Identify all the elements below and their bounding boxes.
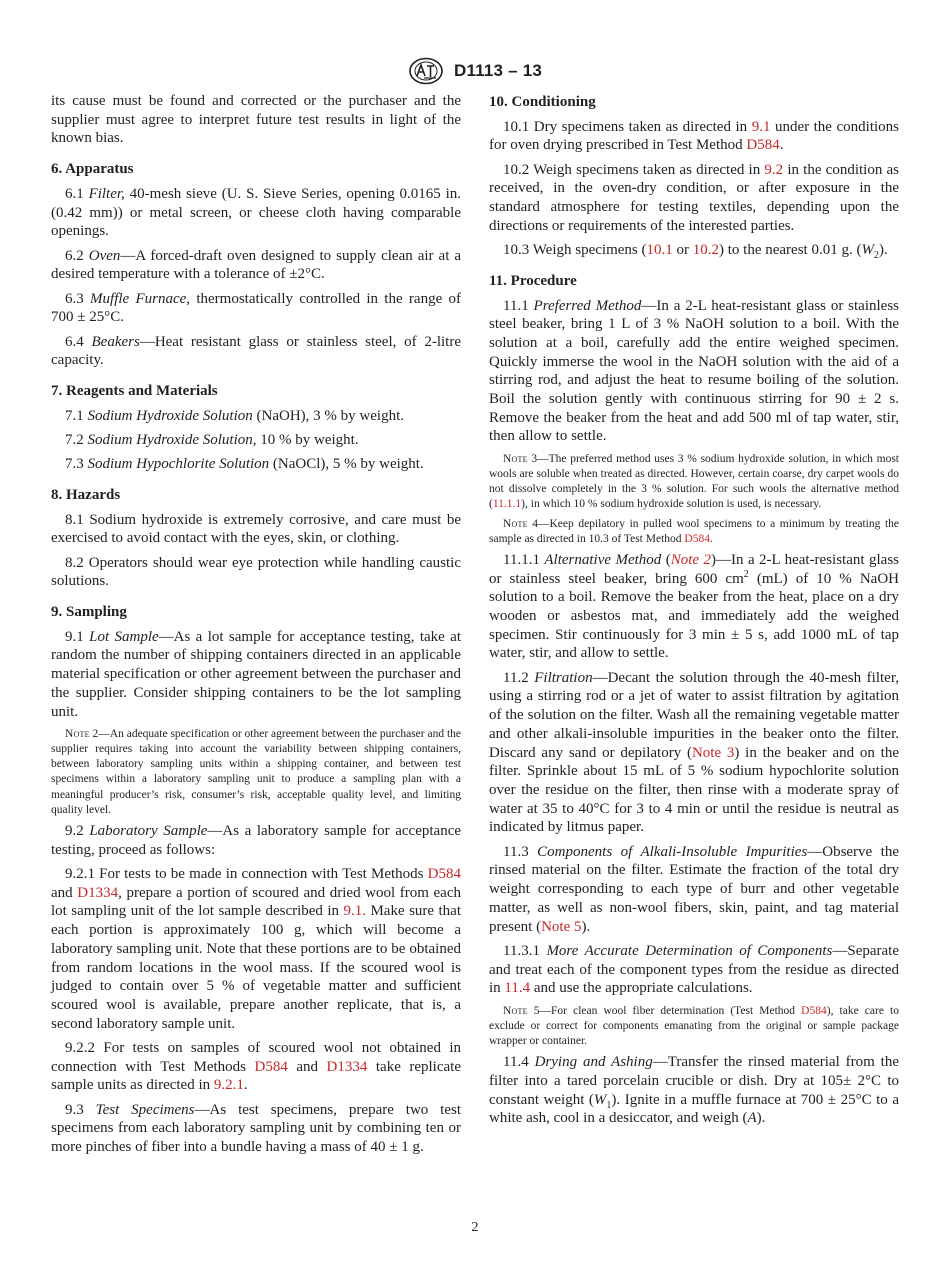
para-9-1: 9.1 Lot Sample—As a lot sample for acceptance testing, take at random the number of shipping containers directed in an applicable material specification or other agreement between the purchaser and the supplier. Consider shipping containers to be the lot sampling unit. (51, 628, 462, 720)
link-9-1[interactable]: 9.1. (343, 903, 367, 920)
right-column (489, 92, 899, 1134)
section-8-heading: 8. Hazards (51, 486, 121, 503)
link-10-1[interactable]: 10.1 (646, 242, 673, 259)
document-designation: D1113 – 13 (453, 61, 543, 80)
para-9-2: 9.2 Laboratory Sample—As a laboratory sample for acceptance testing, proceed as follows: (51, 823, 462, 858)
link-11-4[interactable]: 11.4 (504, 980, 531, 997)
para-10-2: 10.2 Weigh specimens taken as directed in 9.2 in the condition as received, in the oven-dry condition, or after exposure in the standard atmosphere for testing textiles, depending upon the directions or requirements of the interested parties. (489, 161, 899, 234)
page-header (0, 57, 950, 85)
para-11-1-1: 11.1.1 Alternative Method (Note 2)—In a 2-L heat-resistant glass or stainless steel beaker, bring 600 $cm^2$ (mL) of 10 % NaOH solution to a boil. Remove the beaker from the heat, place on a dry wooden or asbestos mat, and immediately add the weighed specimen. Stir continuously for 3 min ± 5 s, add 1000 mL of tap water, stir, and allow to settle. (489, 551, 900, 662)
para-6-3: 6.3 Muffle Furnace, thermostatically controlled in the range of 700 ± 25°C. (51, 290, 462, 326)
link-d1334[interactable]: D1334 (77, 884, 119, 901)
section-6-heading: 6. Apparatus (51, 161, 134, 178)
link-9-2[interactable]: 9.2 (764, 161, 784, 178)
link-d584[interactable]: D584 (684, 532, 710, 545)
note-5: Note 5—For clean wool fiber determination (Test Method D584), take care to exclude or correct for components emanating from the original or sample package wrapper or container. (489, 1004, 899, 1047)
para-9-3: 9.3 Test Specimens—As test specimens, prepare two test specimens from each laboratory sampling unit by combining ten or more pinches of fiber into a bundle having a mass of 40 ± 1 g. (51, 1101, 462, 1156)
link-d584[interactable]: D584 (427, 866, 461, 883)
paragraph-continued: its cause must be found and corrected or the purchaser and the supplier must agree to interpret future test results in light of the known bias. (51, 93, 461, 147)
para-10-3: 10.3 Weigh specimens (10.1 or 10.2) to the nearest 0.01 g. $(W_2)$. (503, 242, 888, 262)
left-column (51, 92, 461, 1162)
para-7-2: 7.2 Sodium Hydroxide Solution, 10 % by weight. (65, 431, 359, 448)
para-7-3: 7.3 Sodium Hypochlorite Solution (NaOCl), 5 % by weight. (65, 456, 424, 473)
para-11-3: 11.3 Components of Alkali-Insoluble Impurities—Observe the rinsed material on the filter. Estimate the fraction of the total dry weight corresponding to each type of burr and other vegetable matter, as well as non-wool fibers, skin, paint, and tag material present (Note 5). (489, 843, 899, 935)
para-9-2-1: 9.2.1 For tests to be made in connection with Test Methods D584 and D1334, prepare a portion of scoured and dried wool from each lot sampling unit of the lot sample described in 9.1. Make sure that each portion is approximately 100 g, which will become a laboratory sampling unit. Note that these portions are to be obtained from random locations in the wool mass. If the scoured wool is judged to contain over 5 % of vegetable matter and sufficient scoured wool is available, prepare another replicate, that is, a second laboratory sample unit. (51, 866, 462, 1032)
astm-logo-icon (408, 57, 444, 85)
section-9-heading: 9. Sampling (51, 604, 127, 621)
link-11-1-1[interactable]: 11.1.1 (492, 498, 522, 511)
para-11-2: 11.2 Filtration—Decant the solution through the 40-mesh filter, using a stirring rod or a jet of water to assist filtration by agitation of the solution on the filter. Wash all the remaining vegetable matter and other alkali-insoluble impurities in the beaker onto the filter. Discard any sand or depilatory (Note 3) in the beaker and on the filter. Sprinkle about 15 mL of 5 % sodium hypochlorite solution over the residue on the filter, then rinse with a moderate spray of water at 35 to 40°C for 3 to 4 min or until the residue is neutral as indicated by litmus paper. (489, 669, 899, 836)
link-9-1[interactable]: 9.1 (751, 118, 771, 135)
para-10-1: 10.1 Dry specimens taken as directed in 9.1 under the conditions for oven drying prescribed in Test Method D584. (489, 118, 899, 154)
link-note-5[interactable]: Note 5 (541, 918, 582, 935)
para-6-1: 6.1 Filter, 40-mesh sieve (U. S. Sieve Series, opening 0.0165 in. (0.42 mm)) or metal screen, or cheese cloth having comparable openings. (51, 185, 461, 240)
link-d1334[interactable]: D1334 (326, 1058, 368, 1075)
page-number: 2 (471, 1220, 479, 1235)
para-11-4: 11.4 Drying and Ashing—Transfer the rinsed material from the filter into a tared porcelain crucible or dish. Dry at 105± 2°C to constant weight $(W_1)$. Ignite in a muffle furnace at 700 ± 25°C to a white ash, cool in a desiccator, and weigh (A). (489, 1054, 900, 1127)
para-6-4: 6.4 Beakers—Heat resistant glass or stainless steel, of 2-litre capacity. (51, 333, 462, 369)
para-11-3-1: 11.3.1 More Accurate Determination of Components—Separate and treat each of the component types from the residue as directed in 11.4 and use the appropriate calculations. (489, 942, 899, 997)
link-note-3[interactable]: Note 3 (691, 744, 735, 761)
para-8-1: 8.1 Sodium hydroxide is extremely corrosive, and care must be exercised to avoid contact with the eyes, skin, or clothing. (51, 511, 461, 547)
note-4: Note 4—Keep depilatory in pulled wool specimens to a minimum by treating the sample as directed in 10.3 of Test Method D584. (489, 517, 899, 545)
section-7-heading: 7. Reagents and Materials (51, 382, 218, 399)
link-d584[interactable]: D584 (801, 1004, 827, 1017)
para-7-1: 7.1 Sodium Hydroxide Solution (NaOH), 3 % by weight. (65, 407, 404, 424)
link-d584[interactable]: D584 (746, 137, 780, 154)
section-11-heading: 11. Procedure (489, 272, 577, 289)
section-10-heading: 10. Conditioning (489, 94, 596, 110)
para-6-2: 6.2 Oven—A forced-draft oven designed to supply clean air at a desired temperature with a tolerance of ±2°C. (51, 247, 462, 283)
para-11-1: 11.1 Preferred Method—In a 2-L heat-resistant glass or stainless steel beaker, bring 1 L of 3 % NaOH solution to a boil. With the solution at a boil, carefully add the entire weighed specimen. Quickly immerse the wool in the NaOH solution with the aid of a stirring rod, and adjust the heat to resume boiling of the solution. Boil the solution gently with continuous stirring for 90 ± 2 s. Remove the beaker from the heat and add 500 ml of tap water, stir, then allow to settle. (489, 297, 900, 445)
note-3: Note 3—The preferred method uses 3 % sodium hydroxide solution, in which most wools are soluble when treated as directed. However, certain coarse, dry carpet wools do not dissolve completely in the 3 % solution. For such wools the alternative method (11.1.1), in which 10 % sodium hydroxide solution is used, is necessary. (489, 452, 899, 511)
link-10-2[interactable]: 10.2 (692, 242, 719, 259)
note-2: Note 2—An adequate specification or other agreement between the purchaser and the supplier requires taking into account the variability between shipping containers, between laboratory sampling units within a shipping container, and between test specimens within a laboratory sampling unit to produce a sampling plan with a meaningful producer’s risk, consumer’s risk, acceptable quality level, and limiting quality level. (51, 727, 462, 816)
link-9-2-1[interactable]: 9.2.1 (213, 1077, 244, 1094)
para-9-2-2: 9.2.2 For tests on samples of scoured wool not obtained in connection with Test Methods D584 and D1334 take replicate sample units as directed in 9.2.1. (51, 1039, 461, 1094)
para-8-2: 8.2 Operators should wear eye protection while handling caustic solutions. (51, 554, 461, 590)
link-note-2[interactable]: Note 2 (670, 551, 712, 568)
link-d584[interactable]: D584 (254, 1058, 288, 1075)
